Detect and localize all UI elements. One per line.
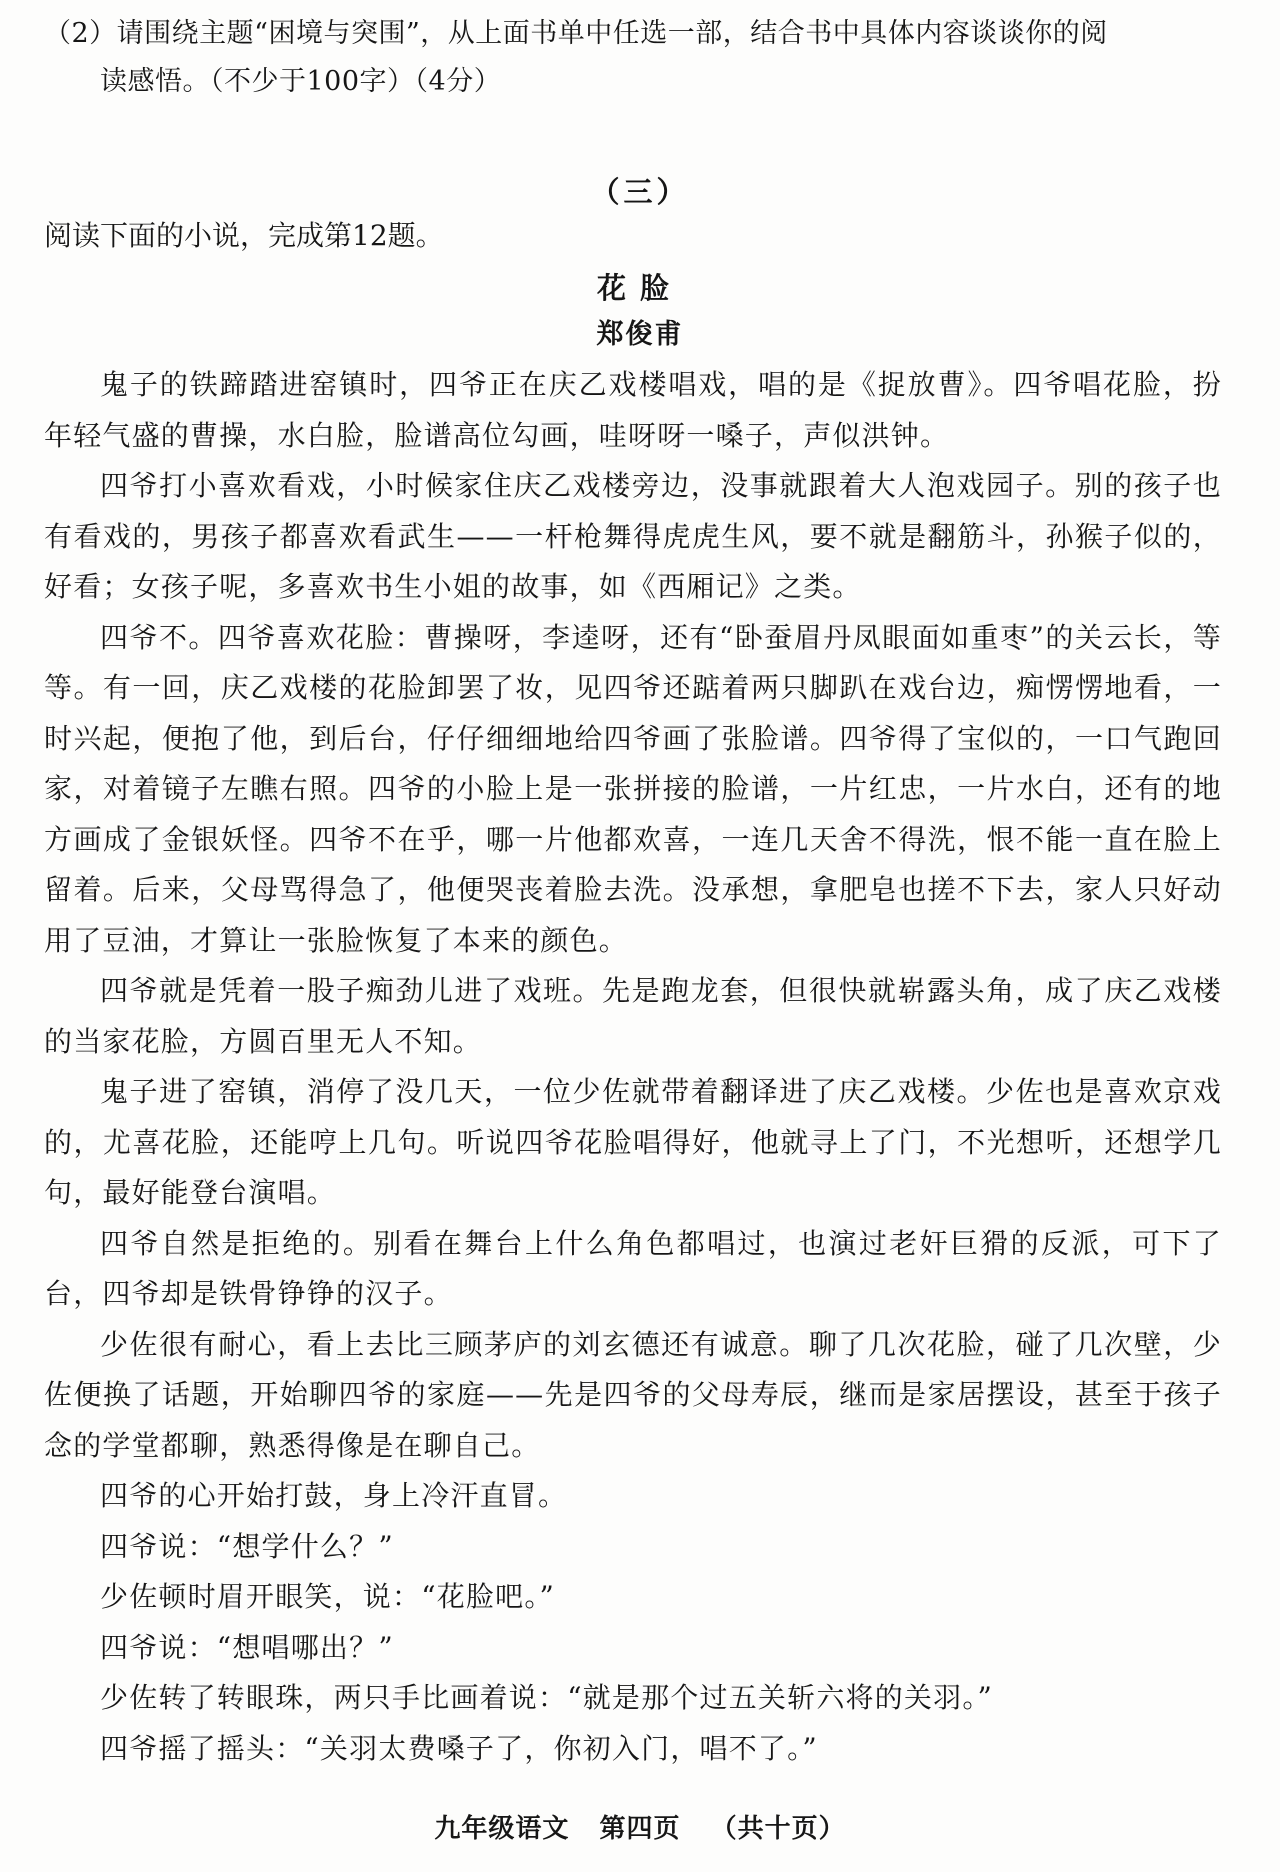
question-2-prompt-line-1: （2）请围绕主题“困境与突围”，从上面书单中任选一部，结合书中具体内容谈谈你的阅: [44, 18, 1108, 49]
story-paragraph: 鬼子的铁蹄踏进窑镇时，四爷正在庆乙戏楼唱戏，唱的是《捉放曹》。四爷唱花脸，扮年轻气盛的曹操，水白脸，脸谱高位勾画，哇呀呀一嗓子，声似洪钟。: [44, 368, 1222, 452]
story-paragraph: 鬼子进了窑镇，消停了没几天，一位少佐就带着翻译进了庆乙戏楼。少佐也是喜欢京戏的，尤喜花脸，还能哼上几句。听说四爷花脸唱得好，他就寻上了门，不光想听，还想学几句，最好能登台演唱。: [44, 1075, 1222, 1209]
question-2-prompt-line-2: 读感悟。（不少于100字）（4分）: [100, 66, 502, 97]
story-dialogue-line: 少佐顿时眉开眼笑，说：“花脸吧。”: [100, 1580, 556, 1613]
story-paragraph: 四爷的心开始打鼓，身上冷汗直冒。: [100, 1479, 568, 1512]
story-paragraph: 四爷不。四爷喜欢花脸：曹操呀，李逵呀，还有“卧蚕眉丹凤眼面如重枣”的关云长，等等。有一回，庆乙戏楼的花脸卸罢了妆，见四爷还踮着两只脚趴在戏台边，痴愣愣地看，一时兴起，便抱了他，到后台，仔仔细细地给四爷画了张脸谱。四爷得了宝似的，一口气跑回家，对着镜子左瞧右照。四爷的小脸上是一张拼接的脸谱，一片红忠，一片水白，还有的地方画成了金银妖怪。四爷不在乎，哪一片他都欢喜，一连几天舍不得洗，恨不能一直在脸上留着。后来，父母骂得急了，他便哭丧着脸去洗。没承想，拿肥皂也搓不下去，家人只好动用了豆油，才算让一张脸恢复了本来的颜色。: [44, 620, 1222, 957]
page-footer: 九年级语文 第四页 （共十页）: [434, 1814, 846, 1844]
story-paragraph: 少佐很有耐心，看上去比三顾茅庐的刘玄德还有诚意。聊了几次花脸，碰了几次壁，少佐便换了话题，开始聊四爷的家庭——先是四爷的父母寿辰，继而是家居摆设，甚至于孩子念的学堂都聊，熟悉得像是在聊自己。: [44, 1327, 1222, 1462]
story-dialogue-line: 四爷摇了摇头：“关羽太费嗓子了，你初入门，唱不了。”: [100, 1731, 818, 1765]
section-number: （三）: [590, 175, 690, 209]
story-paragraph: 四爷打小喜欢看戏，小时候家住庆乙戏楼旁边，没事就跟着大人泡戏园子。别的孩子也有看戏的，男孩子都喜欢看武生——一杆枪舞得虎虎生风，要不就是翻筋斗，孙猴子似的，好看；女孩子呢，多喜欢书生小姐的故事，如《西厢记》之类。: [44, 469, 1222, 603]
story-title: 花脸: [596, 271, 683, 305]
story-paragraph: 四爷自然是拒绝的。别看在舞台上什么角色都唱过，也演过老奸巨猾的反派，可下了台，四爷却是铁骨铮铮的汉子。: [44, 1226, 1222, 1310]
story-dialogue-line: 少佐转了转眼珠，两只手比画着说：“就是那个过五关斩六将的关羽。”: [100, 1681, 994, 1714]
story-paragraph: 四爷就是凭着一股子痴劲儿进了戏班。先是跑龙套，但很快就崭露头角，成了庆乙戏楼的当家花脸，方圆百里无人不知。: [44, 974, 1222, 1058]
reading-instruction: 阅读下面的小说，完成第12题。: [44, 219, 444, 252]
story-dialogue-line: 四爷说：“想唱哪出？”: [100, 1630, 394, 1664]
story-author: 郑俊甫: [596, 319, 684, 350]
story-dialogue-line: 四爷说：“想学什么？”: [100, 1529, 394, 1563]
story-body: [44, 360, 1222, 1774]
